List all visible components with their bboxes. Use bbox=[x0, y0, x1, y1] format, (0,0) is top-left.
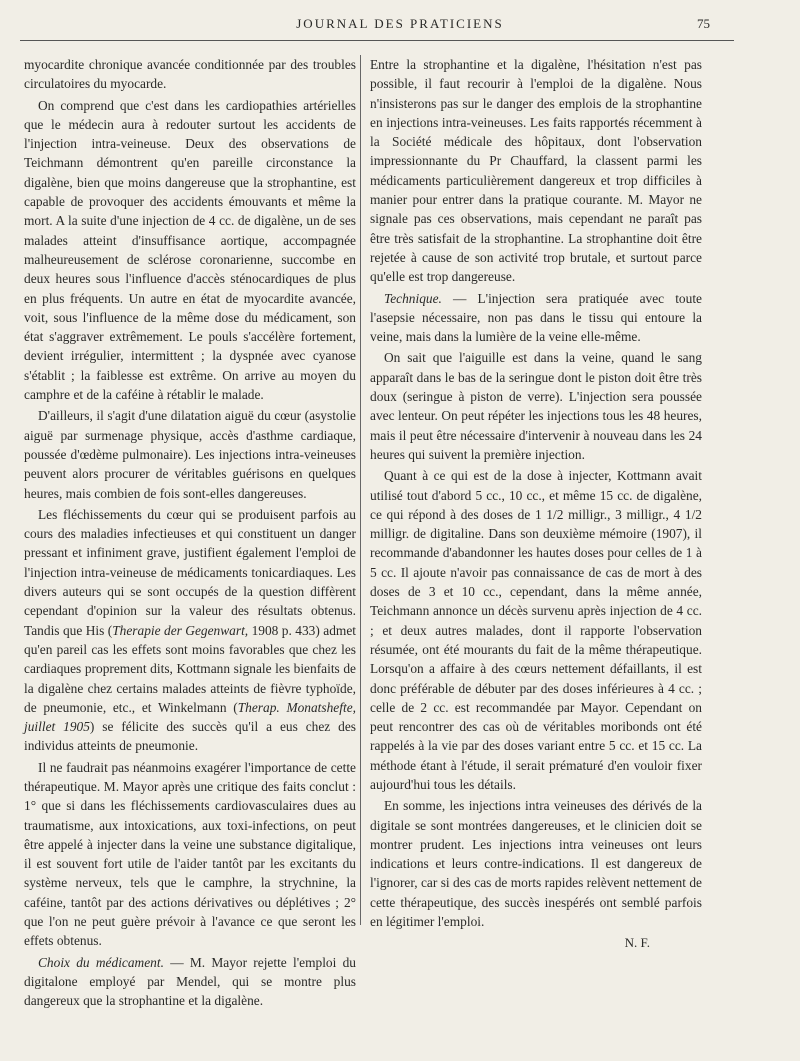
paragraph: D'ailleurs, il s'agit d'une dilatation aiguë du cœur (asystolie aiguë par surmenage physique, accès d'asthme cardiaque, poussée d'œdème pulmonaire). Les injections intra-veineuses peuvent alors procurer de véritables guérisons en quelques heures, mais combien de fois sont-elles dangereuses. bbox=[24, 408, 356, 501]
citation: Therapie der Gegenwart, bbox=[112, 622, 249, 638]
paragraph: Il ne faudrait pas néanmoins exagérer l'importance de cette thérapeutique. M. Mayor après une critique des faits conclut : 1° que si dans les fléchissements cardiovasculaires dues au traumatisme, aux intoxications, aux toxi-infections, on peut être appelé à injecter dans la veine une substance digitalique, il est souvent fort utile de l'aider tantôt par les excitants du système nerveux, tels que le camphre, la strychnine, la caféine, tantôt par des actions dérivatives ou déplétives ; 2° que l'on ne peut guère prévoir à l'avance ce que seront les effets obtenus. bbox=[24, 759, 356, 949]
text-run: — M. Mayor rejette l'emploi du digitalone employé par Mendel, qui se montre plus dangereux que la strophantine et la digalène. bbox=[24, 954, 356, 1009]
text-run: Les fléchissements du cœur qui se produisent parfois au cours des maladies infectieuses et qui constituent un danger pressant et infiniment grave, justifient également l'emploi de l'injection intra-veineuse de médicaments tonicardiaques. Les divers auteurs qui se sont occupés de la question diffèrent cependant d'opinion sur la valeur des résultats obtenus. Tandis que His ( bbox=[24, 506, 356, 638]
journal-title: JOURNAL DES PRATICIENS bbox=[296, 16, 504, 31]
text-run: ) se félicite des succès qu'il a eus chez des individus atteints de pneumonie. bbox=[24, 719, 356, 754]
citation: Therap. Monatshefte, juillet 1905 bbox=[24, 699, 356, 735]
section-heading: Choix du médicament. bbox=[38, 954, 164, 970]
signature: N. F. bbox=[624, 935, 650, 951]
text-run: — L'injection sera pratiquée avec toute l'asepsie nécessaire, non pas dans le tissu qui entoure la veine, mais dans la lumière de la veine elle-même. bbox=[370, 290, 702, 345]
paragraph: En somme, les injections intra veineuses des dérivés de la digitale se sont montrées dangereuses, et le clinicien doit se montrer prudent. Les injections intra veineuses ont leurs indications et leurs contre-indications. Il est dangereux de l'ignorer, car si des cas de morts rapides relèvent nettement de cette thérapeutique, des succès inespérés ont semblé parfois en légitimer l'emploi. bbox=[370, 798, 702, 930]
paragraph: On sait que l'aiguille est dans la veine, quand le sang apparaît dans le bas de la seringue dont le piston doit être très doux (seringue à piston de verre). L'injection sera poussée avec lenteur. On peut répéter les injections tous les 48 heures, mais il peut être nécessaire d'intervenir à nouveau dans les 24 heures qui suivent la première injection. bbox=[370, 350, 702, 462]
section-heading: Technique. bbox=[384, 290, 442, 306]
header-rule bbox=[20, 40, 734, 41]
right-column bbox=[370, 55, 702, 953]
paragraph: Quant à ce qui est de la dose à injecter, Kottmann avait utilisé tout d'abord 5 cc., 10 cc., et même 15 cc. de digalène, ce qui répond à des doses de 1 1/2 milligr., 3 milligr., 4 1/2 milligr. de digitaline. Dans son deuxième mémoire (1907), il recommande d'abandonner les hautes doses pour celles de 1 à 5 cc. Il ajoute n'avoir pas connaissance de cas de mort à des doses de 3 et 10 cc., cependant, dans la même année, Teichmann annonce un décès survenu après injection de 4 cc. ; et deux autres malades, dont il rapporte l'observation résumée, ont été mourants du fait de la même thérapeutique. Lorsqu'on a affaire à des cœurs nettement défaillants, il est donc préférable de débuter par des doses inférieures à 4 cc. ; celle de 2 cc. est recommandée par Mayor. Cependant on peut rencontrer des cas où de véritables moribonds ont été rappelés à la vie par des doses variant entre 5 cc. et 15 cc. La méthode étant à l'étude, il serait prématuré d'en vouloir fixer aujourd'hui tous les détails. bbox=[370, 468, 702, 792]
paragraph bbox=[24, 953, 356, 1011]
text-run: 1908 p. 433) admet qu'en pareil cas les effets sont moins favorables que chez les cardiaques proprement dits, Kottmann signale les bienfaits de la digalène chez certains malades atteints de fièvre typhoïde, de pneumonie, etc., et Winkelmann ( bbox=[24, 622, 356, 715]
paragraph: myocardite chronique avancée conditionnée par des troubles circulatoires du myocarde. bbox=[24, 57, 356, 92]
paragraph bbox=[370, 289, 702, 347]
paragraph: On comprend que c'est dans les cardiopathies artérielles que le médecin aura à redouter surtout les accidents de l'injection intra-veineuse. Deux des observations de Teichmann démontrent qu'en pareille circonstance la digalène, bien que moins dangereuse que la strophantine, est capable de provoquer des accidents émouvants et même la mort. A la suite d'une injection de 4 cc. de digalène, un de ses malades atteint d'insuffisance aortique, accompagnée malheureusement de sclérose coronarienne, succombe en deux heures sous l'influence d'accès sténocardiques de plus en plus fréquents. Un autre en état de myocardite avancée, voit, sous l'influence de la même dose du médicament, son état s'aggraver extrêmement. Le pouls s'accélère fortement, devient irrégulier, intermittent ; la dyspnée avec cyanose s'établit ; la faiblesse est extrême. On arrive au moyen du camphre et de la caféine à rétablir le malade. bbox=[24, 97, 356, 403]
column-divider bbox=[360, 55, 361, 925]
paragraph bbox=[24, 505, 356, 756]
left-column bbox=[24, 55, 356, 1013]
paragraph: Entre la strophantine et la digalène, l'hésitation n'est pas possible, il faut recourir à l'emploi de la digalène. Nous n'insisterons pas sur le danger des emplois de la strophantine en injections intra-veineuses. Les faits rapportés récemment à la Société médicale des hôpitaux, dont l'observation impressionnante du Pr Chauffard, la classent parmi les médicaments particulièrement dangereux et trop difficiles à manier pour entrer dans la pratique courante. M. Mayor ne signale pas ces observations, mais cependant ne paraît pas être très satisfait de la strophantine. La strophantine doit être rejetée à cause de son activité trop brutale, et surtout parce qu'elle est trop dangereuse. bbox=[370, 57, 702, 285]
page-header bbox=[0, 16, 800, 38]
page-number: 75 bbox=[697, 16, 710, 31]
